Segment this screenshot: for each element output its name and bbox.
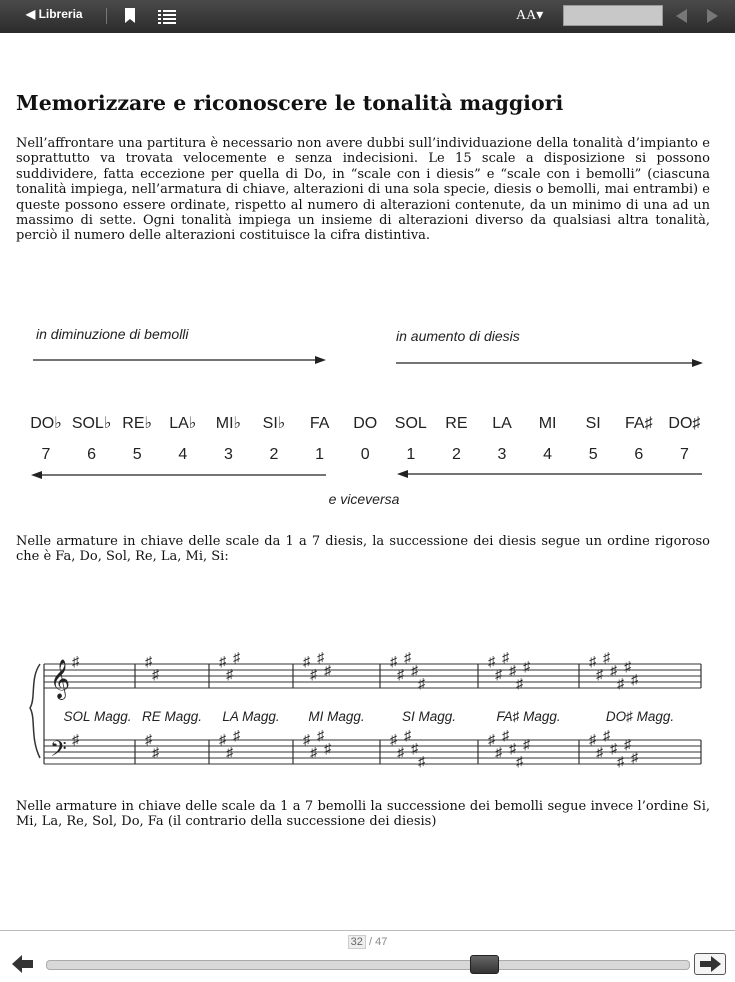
accidental-count: 6 [634,446,644,463]
library-back-button[interactable]: ◀ Libreria [26,7,83,21]
sharp-icon: ♯ [509,662,516,678]
book-page [0,33,735,930]
paragraph: Nelle armature in chiave delle scale da 1 a 7 bemolli la successione dei bemolli segue invece l’ordine Si, Mi, La, Re, Sol, Do, Fa (il contrario della successione dei diesis) [16,799,710,830]
sharp-icon: ♯ [303,653,310,669]
next-result-icon[interactable] [706,9,718,23]
next-page-button[interactable] [694,953,726,975]
sharp-icon: ♯ [219,653,226,669]
sharp-icon: ♯ [509,740,516,756]
sharp-icon: ♯ [72,653,79,669]
sharp-icon: ♯ [603,727,610,743]
note-label: FA♯ [625,415,653,432]
sharp-icon: ♯ [516,753,523,769]
note-label: RE [445,415,468,432]
sharp-icon: ♯ [488,731,495,747]
treble-clef-icon: 𝄞 [50,660,71,698]
paragraph: Nelle armature in chiave delle scale da 1 a 7 diesis, la successione dei diesis segue un ordine rigoroso che è Fa, Do, Sol, Re, La, Mi, Si: [16,534,710,565]
page-counter [0,936,735,948]
font-size-button[interactable]: AA▾ [516,8,544,23]
top-toolbar [0,0,735,33]
note-label: DO [353,415,378,432]
sharp-icon: ♯ [317,649,324,665]
bottom-navigation-bar [0,930,735,982]
page-title: Memorizzare e riconoscere le tonalità maggiori [16,91,564,115]
accidental-count: 7 [41,446,51,463]
accidental-count: 6 [87,446,97,463]
sharp-icon: ♯ [631,749,638,765]
key-label: FA♯ Magg. [496,709,561,724]
sharp-icon: ♯ [418,675,425,691]
note-label: SOL♭ [71,415,112,432]
page-slider-thumb[interactable] [470,955,499,974]
sharp-icon: ♯ [317,727,324,743]
sharp-icon: ♯ [233,727,240,743]
sharp-icon: ♯ [502,727,509,743]
next-page-icon [695,954,725,974]
sharp-icon: ♯ [617,753,624,769]
arrowhead [31,471,42,479]
figure-label-right: in aumento di diesis [396,328,520,344]
sharp-icon: ♯ [390,653,397,669]
sharp-icon: ♯ [324,740,331,756]
sharp-icon: ♯ [411,662,418,678]
accidental-count: 2 [451,446,461,463]
key-label: DO♯ Magg. [605,709,675,724]
note-label: LA [492,415,512,432]
note-label: LA♭ [169,415,197,432]
key-label: SOL Magg. [63,709,132,724]
accidental-count: 4 [178,446,188,463]
accidental-count: 1 [315,446,325,463]
sharp-icon: ♯ [411,740,418,756]
sharp-icon: ♯ [617,675,624,691]
key-label: RE Magg. [141,709,203,724]
sharp-icon: ♯ [596,666,603,682]
note-label: RE♭ [122,415,153,432]
sharp-icon: ♯ [226,666,233,682]
bass-clef-icon: 𝄢 [50,736,67,766]
sharp-icon: ♯ [303,731,310,747]
search-input[interactable] [563,5,663,26]
sharp-icon: ♯ [397,666,404,682]
note-label: FA [309,415,330,432]
accidental-count: 2 [269,446,279,463]
arrowhead [692,359,703,367]
page-slider-track[interactable] [46,960,690,970]
brace [30,664,40,758]
sharp-icon: ♯ [397,744,404,760]
note-label: MI♭ [215,415,242,432]
sharp-icon: ♯ [495,744,502,760]
note-label: DO♯ [668,415,701,432]
note-label: DO♭ [30,415,62,432]
sharp-icon: ♯ [596,744,603,760]
accidental-count: 0 [360,446,370,463]
sharp-icon: ♯ [624,658,631,674]
sharp-icon: ♯ [495,666,502,682]
sharp-icon: ♯ [589,731,596,747]
figure-label-bottom: e viceversa [328,491,400,507]
sharp-icon: ♯ [404,727,411,743]
key-label: MI Magg. [308,709,365,724]
sharp-icon: ♯ [310,666,317,682]
bookmark-icon[interactable] [124,8,136,24]
figure-label-left: in diminuzione di bemolli [36,326,189,342]
sharp-icon: ♯ [418,753,425,769]
note-label: SI♭ [262,415,286,432]
sharp-icon: ♯ [226,744,233,760]
sharp-icon: ♯ [219,731,226,747]
previous-page-icon[interactable] [12,955,34,973]
table-of-contents-icon[interactable] [158,8,176,24]
sharp-icon: ♯ [589,653,596,669]
previous-result-icon[interactable] [676,9,688,23]
arrowhead [397,470,408,478]
accidental-count: 1 [406,446,416,463]
sharp-icon: ♯ [404,649,411,665]
sharp-icon: ♯ [72,731,79,747]
accidental-count: 5 [588,446,598,463]
toolbar-divider [106,8,107,24]
note-label: MI [538,415,557,432]
accidental-count: 3 [223,446,233,463]
sharp-icon: ♯ [610,740,617,756]
accidental-count: 7 [679,446,689,463]
key-signatures-staff [0,608,735,769]
sharp-icon: ♯ [152,666,159,682]
sharp-icon: ♯ [624,736,631,752]
sharp-icon: ♯ [523,658,530,674]
accidental-count: 5 [132,446,142,463]
key-label: SI Magg. [401,709,457,724]
sharp-icon: ♯ [324,662,331,678]
sharp-icon: ♯ [523,736,530,752]
sharp-icon: ♯ [502,649,509,665]
sharp-icon: ♯ [610,662,617,678]
current-page: 32 [348,935,366,949]
paragraph: Nell’affrontare una partitura è necessario non avere dubbi sull’individuazione della tonalità d’impianto e soprattutto va trovata velocemente e senza indecisioni. Le 15 scale a disposizione si possono suddividere, fatta eccezione per quella di Do, in “scale con i diesis” e “scale con i bemolli” (ciascuna tonalità impiega, nell’armatura di chiave, alterazioni di una sola specie, diesis o bemolli, mai entrambi) e queste possono essere ordinate, rispetto al numero di alterazioni contenute, da un minimo di una ad un massimo di sette. Ogni tonalità impiega un insieme di alterazioni diverso da qualsiasi altra tonalità, perciò il numero delle alterazioni costituisce la cifra distintiva. [16,136,710,244]
key-label: LA Magg. [222,709,280,724]
sharp-icon: ♯ [603,649,610,665]
sharp-icon: ♯ [145,731,152,747]
sharp-icon: ♯ [631,671,638,687]
accidental-count: 3 [497,446,507,463]
sharp-icon: ♯ [390,731,397,747]
sharp-icon: ♯ [233,649,240,665]
sharp-icon: ♯ [310,744,317,760]
sharp-icon: ♯ [516,675,523,691]
note-label: SOL [394,415,427,432]
total-pages: / 47 [368,936,388,948]
note-label: SI [585,415,601,432]
arrowhead [315,356,326,364]
sharp-icon: ♯ [145,653,152,669]
key-order-figure [0,318,735,507]
sharp-icon: ♯ [488,653,495,669]
accidental-count: 4 [543,446,553,463]
sharp-icon: ♯ [152,744,159,760]
